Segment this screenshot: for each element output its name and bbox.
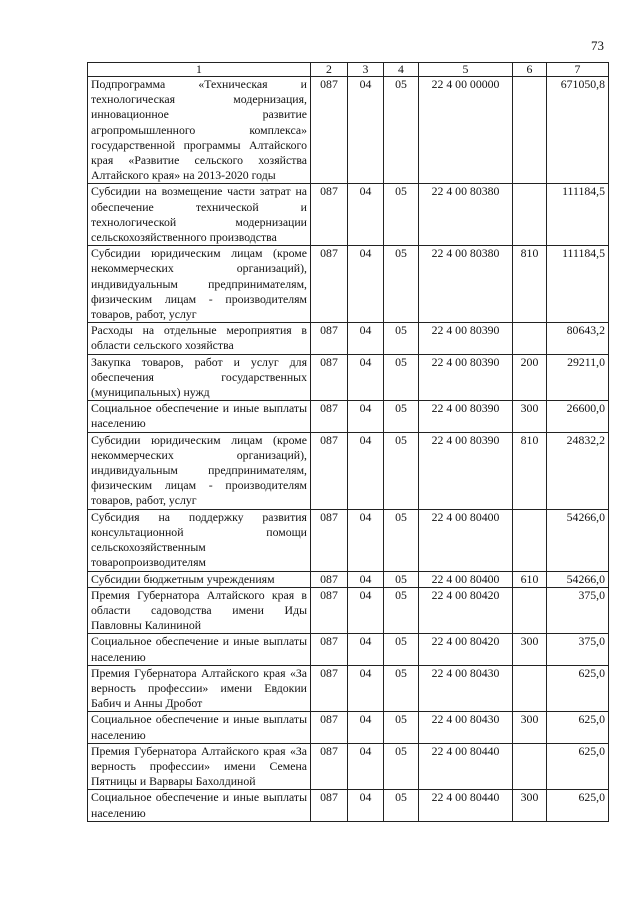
header-cell-2: 2 [311,63,348,77]
row-admin-code: 087 [311,77,348,184]
row-admin-code: 087 [311,354,348,401]
row-expense-type [513,743,547,790]
row-amount: 26600,0 [547,401,609,432]
row-section-code: 04 [348,712,384,743]
row-admin-code: 087 [311,587,348,634]
row-target-article: 22 4 00 80430 [419,712,513,743]
table-row [88,323,609,354]
row-expense-type [513,184,547,246]
budget-table [87,62,609,822]
row-subsection-code: 05 [384,587,419,634]
row-section-code: 04 [348,354,384,401]
row-amount: 671050,8 [547,77,609,184]
row-amount: 625,0 [547,665,609,712]
header-cell-6: 6 [513,63,547,77]
row-target-article: 22 4 00 80440 [419,743,513,790]
table-row [88,246,609,323]
row-name: Субсидия на поддержку развития консультационной помощи сельскохозяйственным товаропроизводителям [88,509,311,571]
row-amount: 625,0 [547,790,609,821]
row-name: Премия Губернатора Алтайского края «За верность профессии» имени Семена Пятницы и Варвары Бахолдиной [88,743,311,790]
table-row [88,712,609,743]
row-subsection-code: 05 [384,401,419,432]
header-cell-3: 3 [348,63,384,77]
row-admin-code: 087 [311,323,348,354]
row-target-article: 22 4 00 80390 [419,432,513,509]
row-name: Субсидии на возмещение части затрат на обеспечение технической и технологической модернизации сельскохозяйственного производства [88,184,311,246]
row-expense-type: 610 [513,571,547,587]
row-subsection-code: 05 [384,77,419,184]
row-subsection-code: 05 [384,665,419,712]
row-name: Премия Губернатора Алтайского края «За верность профессии» имени Евдокии Бабич и Анны Дробот [88,665,311,712]
table-row [88,77,609,184]
row-target-article: 22 4 00 80420 [419,587,513,634]
row-expense-type: 300 [513,401,547,432]
row-section-code: 04 [348,743,384,790]
row-subsection-code: 05 [384,634,419,665]
header-cell-5: 5 [419,63,513,77]
row-section-code: 04 [348,665,384,712]
row-name: Закупка товаров, работ и услуг для обеспечения государственных (муниципальных) нужд [88,354,311,401]
row-target-article: 22 4 00 80420 [419,634,513,665]
row-section-code: 04 [348,571,384,587]
row-name: Социальное обеспечение и иные выплаты населению [88,790,311,821]
row-name: Субсидии юридическим лицам (кроме некоммерческих организаций), индивидуальным предпринимателям, физическим лицам - производителям товаров, работ, услуг [88,432,311,509]
row-admin-code: 087 [311,634,348,665]
row-section-code: 04 [348,77,384,184]
row-subsection-code: 05 [384,184,419,246]
header-row [88,63,609,77]
row-expense-type: 810 [513,432,547,509]
row-name: Социальное обеспечение и иные выплаты населению [88,634,311,665]
row-target-article: 22 4 00 80380 [419,246,513,323]
row-admin-code: 087 [311,712,348,743]
row-expense-type [513,323,547,354]
table-row [88,665,609,712]
row-section-code: 04 [348,790,384,821]
row-expense-type [513,77,547,184]
row-admin-code: 087 [311,665,348,712]
table-row [88,743,609,790]
row-name: Подпрограмма «Техническая и технологическая модернизация, инновационное развитие агропромышленного комплекса» государственной программы Алтайского края «Развитие сельского хозяйства Алтайского края» на 2013-2020 годы [88,77,311,184]
row-subsection-code: 05 [384,571,419,587]
table-row [88,354,609,401]
row-target-article: 22 4 00 80440 [419,790,513,821]
row-expense-type: 810 [513,246,547,323]
row-subsection-code: 05 [384,712,419,743]
row-target-article: 22 4 00 80390 [419,401,513,432]
row-amount: 375,0 [547,634,609,665]
table-row [88,401,609,432]
table-row [88,184,609,246]
table-row [88,587,609,634]
row-expense-type: 300 [513,634,547,665]
row-subsection-code: 05 [384,246,419,323]
row-subsection-code: 05 [384,509,419,571]
row-admin-code: 087 [311,432,348,509]
row-amount: 375,0 [547,587,609,634]
row-amount: 54266,0 [547,571,609,587]
row-section-code: 04 [348,634,384,665]
row-amount: 625,0 [547,743,609,790]
row-amount: 625,0 [547,712,609,743]
header-cell-4: 4 [384,63,419,77]
table-row [88,634,609,665]
table-row [88,432,609,509]
row-name: Субсидии юридическим лицам (кроме некоммерческих организаций), индивидуальным предпринимателям, физическим лицам - производителям товаров, работ, услуг [88,246,311,323]
row-name: Социальное обеспечение и иные выплаты населению [88,712,311,743]
row-target-article: 22 4 00 80390 [419,354,513,401]
row-name: Премия Губернатора Алтайского края в области садоводства имени Иды Павловны Калининой [88,587,311,634]
row-section-code: 04 [348,401,384,432]
row-admin-code: 087 [311,790,348,821]
header-cell-1: 1 [88,63,311,77]
row-amount: 24832,2 [547,432,609,509]
row-amount: 29211,0 [547,354,609,401]
row-section-code: 04 [348,432,384,509]
row-name: Социальное обеспечение и иные выплаты населению [88,401,311,432]
row-target-article: 22 4 00 80390 [419,323,513,354]
row-section-code: 04 [348,323,384,354]
row-subsection-code: 05 [384,432,419,509]
header-cell-7: 7 [547,63,609,77]
page-number: 73 [591,38,604,53]
row-target-article: 22 4 00 80430 [419,665,513,712]
row-amount: 111184,5 [547,184,609,246]
table-row [88,571,609,587]
row-expense-type [513,587,547,634]
row-admin-code: 087 [311,246,348,323]
row-section-code: 04 [348,587,384,634]
row-section-code: 04 [348,246,384,323]
row-section-code: 04 [348,184,384,246]
table-row [88,790,609,821]
row-admin-code: 087 [311,743,348,790]
table-row [88,509,609,571]
row-subsection-code: 05 [384,354,419,401]
row-target-article: 22 4 00 00000 [419,77,513,184]
row-expense-type: 300 [513,790,547,821]
row-subsection-code: 05 [384,743,419,790]
row-subsection-code: 05 [384,790,419,821]
row-amount: 54266,0 [547,509,609,571]
row-admin-code: 087 [311,571,348,587]
row-target-article: 22 4 00 80400 [419,509,513,571]
row-subsection-code: 05 [384,323,419,354]
row-amount: 80643,2 [547,323,609,354]
row-target-article: 22 4 00 80380 [419,184,513,246]
row-admin-code: 087 [311,509,348,571]
row-admin-code: 087 [311,401,348,432]
row-target-article: 22 4 00 80400 [419,571,513,587]
row-expense-type: 300 [513,712,547,743]
row-admin-code: 087 [311,184,348,246]
row-expense-type [513,665,547,712]
row-expense-type [513,509,547,571]
row-name: Расходы на отдельные мероприятия в области сельского хозяйства [88,323,311,354]
row-amount: 111184,5 [547,246,609,323]
row-section-code: 04 [348,509,384,571]
row-expense-type: 200 [513,354,547,401]
row-name: Субсидии бюджетным учреждениям [88,571,311,587]
